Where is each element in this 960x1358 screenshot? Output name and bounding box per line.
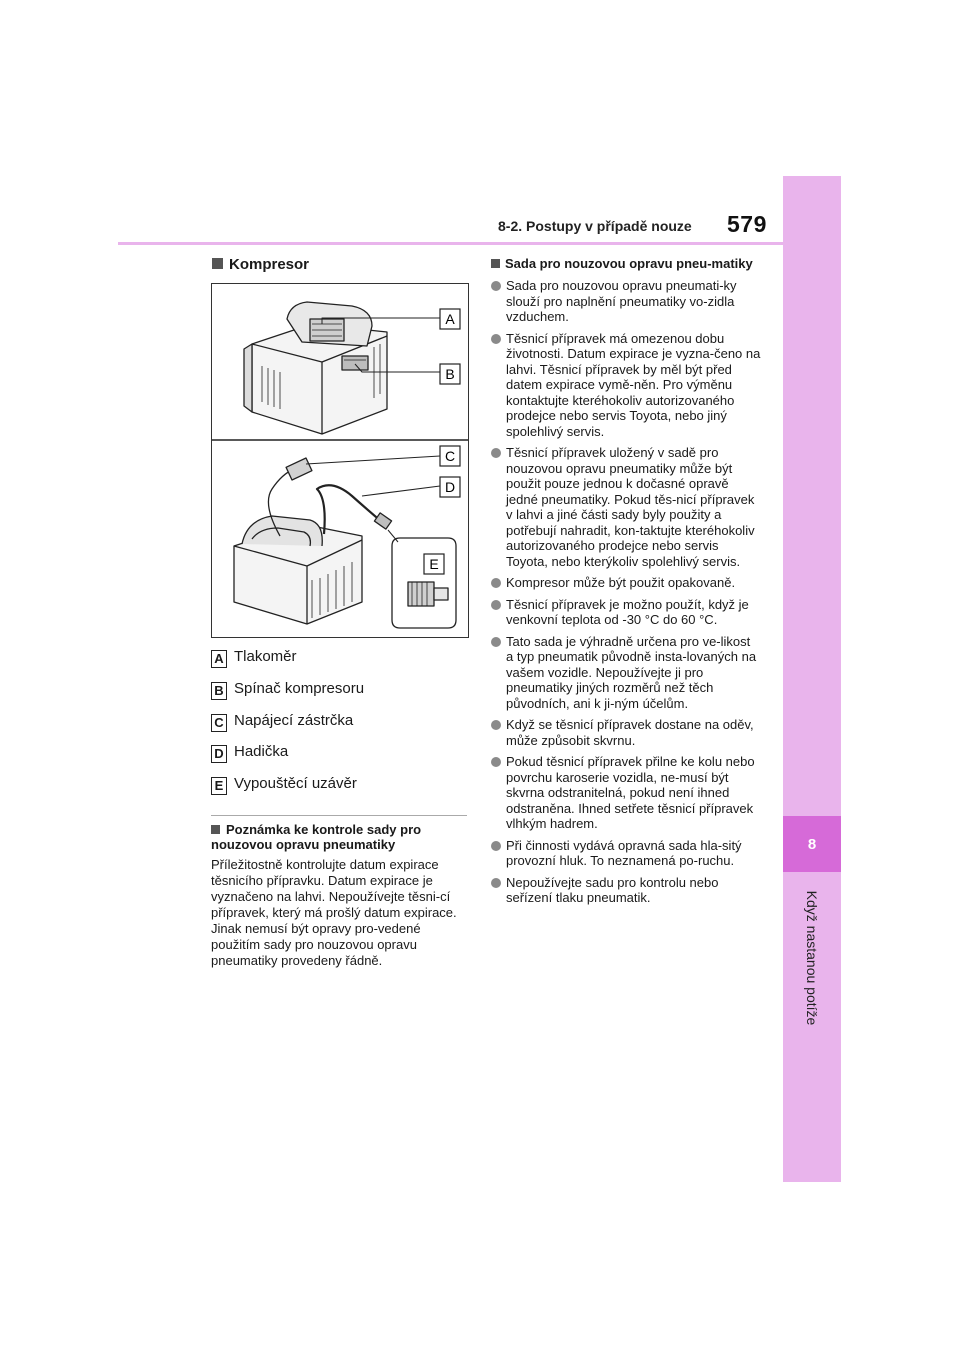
callout-a: A	[445, 311, 455, 327]
bullet-item: Pokud těsnicí přípravek přilne ke kolu nebo povrchu karoserie vozidla, ne-musí být skvrna odstranitelná, pokud není ihned odstraněna. Ihned setřete těsnicí přípravek vlhkým hadrem.	[491, 754, 761, 832]
square-bullet-icon	[212, 258, 223, 269]
bullet-item: Sada pro nouzovou opravu pneumati-ky slouží pro naplnění pneumatiky vo-zidla vzduchem.	[491, 278, 761, 325]
legend-text: Hadička	[234, 743, 289, 760]
legend-text: Napájecí zástrčka	[234, 712, 354, 729]
note-body: Příležitostně kontrolujte datum expirace těsnicího přípravku. Datum expirace je vyznačeno na lahvi. Nepoužívejte těsni-cí přípravek, který má prošlý datum expirace. Jinak nemusí být opravy pro-vedené použitím sady pro nouzovou opravu pneumatiky provedeny řádně.	[211, 857, 457, 968]
bullet-item: Když se těsnicí přípravek dostane na oděv, může způsobit skvrnu.	[491, 717, 761, 748]
note-divider	[211, 815, 467, 816]
legend-item-b	[211, 680, 364, 700]
bullet-item: Kompresor může být použit opakovaně.	[491, 575, 761, 591]
bullet-item: Při činnosti vydává opravná sada hla-sitý provozní hluk. To neznamená po-ruchu.	[491, 838, 761, 869]
legend-letter-box: E	[211, 777, 227, 795]
legend-text: Tlakoměr	[234, 648, 297, 665]
callout-b: B	[445, 366, 455, 382]
legend-text: Spínač kompresoru	[234, 680, 365, 697]
bullet-item: Těsnicí přípravek je možno použít, když je venkovní teplota od -30 °C do 60 °C.	[491, 597, 761, 628]
legend-text: Vypouštěcí uzávěr	[234, 775, 357, 792]
callout-e: E	[429, 556, 439, 572]
section-header-title: 8-2. Postupy v případě nouze	[498, 218, 692, 234]
note-heading: Poznámka ke kontrole sady pro nouzovou opravu pneumatiky	[211, 822, 422, 852]
legend-letter-box: D	[211, 745, 227, 763]
legend-item-c	[211, 712, 353, 732]
legend-item-d	[211, 743, 288, 763]
right-column	[491, 256, 761, 912]
bullet-item: Tato sada je výhradně určena pro ve-likost a typ pneumatik původně insta-lovaných na vašem vozidle. Nepoužívejte ji pro pneumatiky jiných rozměrů než těch původních, ani k ji-ným účelům.	[491, 634, 761, 712]
sada-heading: Sada pro nouzovou opravu pneu-matiky	[491, 256, 761, 271]
legend-letter-box: A	[211, 650, 227, 668]
legend-letter-box: B	[211, 682, 227, 700]
kompresor-heading: Kompresor	[212, 256, 309, 273]
callout-d: D	[444, 479, 456, 495]
square-bullet-icon	[491, 259, 500, 268]
chapter-number-badge: 8	[783, 816, 841, 872]
square-bullet-icon	[211, 825, 220, 834]
chapter-title-vertical: Když nastanou potíže	[804, 890, 820, 1026]
header-divider	[118, 242, 783, 245]
legend-letter-box: C	[211, 714, 227, 732]
page-number: 579	[727, 211, 767, 237]
compressor-drawing	[212, 284, 468, 637]
legend-item-e	[211, 775, 357, 795]
bullet-item: Těsnicí přípravek má omezenou dobu životnosti. Datum expirace je vyzna-čeno na lahvi. Těsnicí přípravek by měl být před datem expirace vymě-něn. Pro výměnu kontaktujte kteréhokoliv autorizovaného prodejce nebo servis Toyota, nebo jiný spolehlivý servis.	[491, 331, 761, 440]
bullet-item: Nepoužívejte sadu pro kontrolu nebo seřízení tlaku pneumatik.	[491, 875, 761, 906]
legend-item-a	[211, 648, 297, 668]
compressor-illustration	[211, 283, 469, 638]
callout-c: C	[444, 448, 456, 464]
bullet-item: Těsnicí přípravek uložený v sadě pro nouzovou opravu pneumatiky může být použit pouze jednou k dočasné opravě jedné pneumatiky. Pokud těs-nicí přípravek v lahvi a jiné části sady byly použity a potřebují nahradit, kon-taktujte kteréhokoliv autorizovaného prodejce nebo servis Toyota, nebo kterýkoliv spolehlivý servis.	[491, 445, 761, 569]
